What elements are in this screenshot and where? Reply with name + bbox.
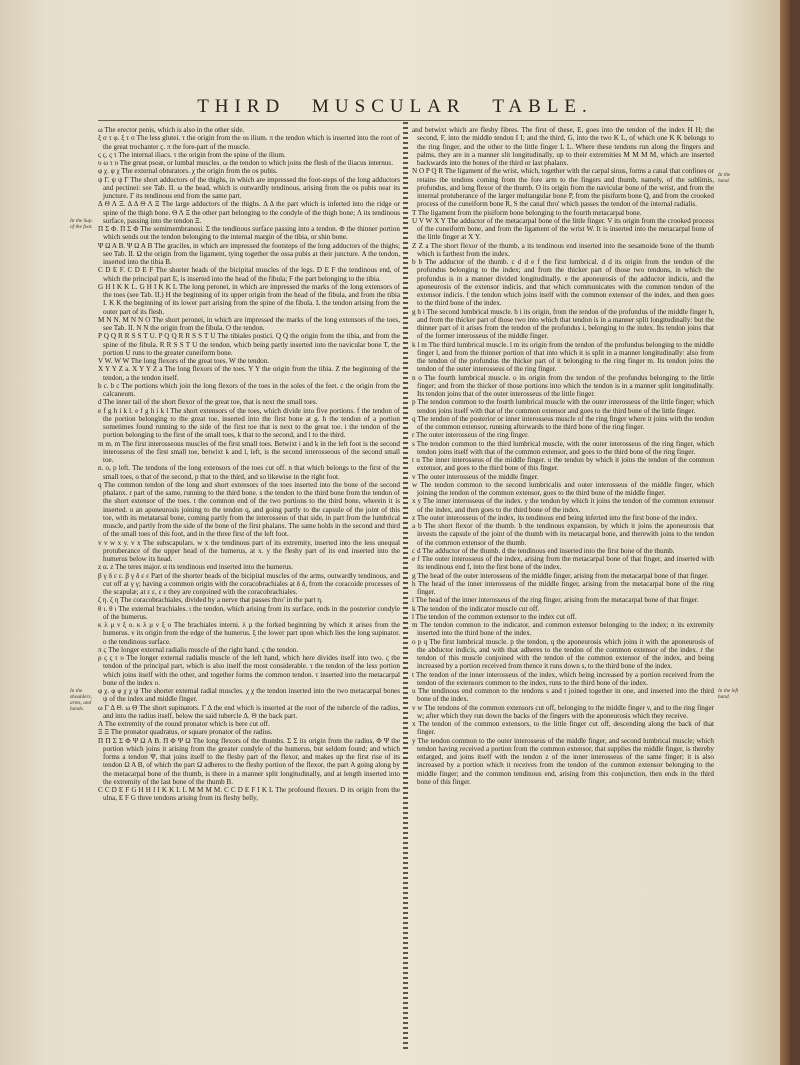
column-divider	[403, 122, 408, 1052]
legend-entry: ξ σ τ φ. ξ τ σ The less glutei. τ the origin from the os ilium. π the tendon which is inserted into the root of the great trochanter ç. π the fore-part of the muscle.	[98, 134, 400, 151]
legend-entry: P Q Q R R S S T U. P Q Q R R S S T U The tibiales postici. Q Q the origin from the tibia, and from the spine of the fibula. R R S S T U the tendon, which being partly inserted into the navicular bone T, the portion U runs to the greater cuneiform bone.	[98, 332, 400, 357]
legend-entry: and betwixt which are fleshy fibres. The first of these, E, goes into the tendon of the index H H; the second, F, into the middle tendon I I; and the third, G, into the two K L, of which one K K belongs to the ring finger, and the other to the little finger L L. Where these tendons run along the fingers and palms, they are in a manner slit longitudinally, up to their extremities M M M M, which are inserted backwards into the bones of the third or last phalanx.	[412, 126, 714, 167]
legend-entry: e f The outer interosseus of the index, arising from the metacarpal bone of that finger, and inserted with its tendinous end f, into the first bone of the index.	[412, 555, 714, 572]
legend-entry: a b The short flexor of the thumb. b the tendinous expansion, by which it joins the aponeurosis that invests the capsule of the joint of the thumb with its metacarpal bone, and therewith joins to the tendon of the common extensor of the thumb.	[412, 522, 714, 547]
legend-entry: U V W X Y The adductor of the metacarpal bone of the little finger. V its origin from the crooked process of the cuneiform bone, and from the ligament of the wrist W. It is inserted into the metacarpal bone of the little finger at X Y.	[412, 216, 714, 242]
legend-entry: z α. z The teres major. α its tendinous end inserted into the humerus.	[98, 563, 293, 572]
header-word-3: TABLE.	[492, 96, 593, 117]
legend-entry: ω The erector penis, which is also in the other side.	[98, 126, 245, 134]
legend-entry: π ϛ The longer external radialis muscle of the right hand. ϛ the tendon.	[98, 645, 299, 654]
margin-note: In the Sup. of the foot.	[70, 218, 93, 230]
left-column	[98, 126, 400, 803]
margin-note: In the hand.	[718, 172, 731, 184]
legend-entry: e f g h i k l. e f g h i k l The short extensors of the toes, which divide into five portions. f the tendon of the portion belonging to the great toe, inserted into the first bone at g. h the tendon of a portion sometimes found running to the side of the first toe that is next to the great toe. i the tendon of the portion belonging to the first of the small toes, k that to the second, and l to the third.	[98, 406, 400, 440]
legend-entry: T The ligament from the pisiform bone belonging to the fourth metacarpal bone.	[412, 208, 642, 217]
legend-entry: i The head of the inner interosseus of the ring finger, arising from the metacarpal bone of that finger.	[412, 596, 699, 605]
legend-entry: C D E F. C D E F The shorter heads of the bicipital muscles of the legs. D E F the tendinous end, of which the principal part E, is inserted into the head of the fibula; F the part belonging to the tibia.	[98, 266, 400, 283]
legend-entry: Π Π Σ Σ Φ Ψ Ω Α Β. Π Φ Ψ Ω The long flexors of the thumbs. Σ Σ its origin from the radius, Φ Ψ the portion which joins it arising from the greater condyle of the humerus, but seldom found; and which forms a tendon Ψ, that joins itself to the fleshy part of the flexor, and makes up the first rise of its tendon Ω Α Β, of which the part Ω adheres to the fleshy portion of the flexor, the part Α going along by the metacarpal bone of the thumb, is there in a manner split longitudinally, and at length inserted into the extremity of the last bone of the thumb B.	[98, 736, 400, 786]
margin-note: In the left hand.	[718, 688, 739, 700]
legend-entry: N O P Q R The ligament of the wrist, which, together with the carpal sinus, forms a canal that confines or retains the tendons coming from the fore arm to the fingers and thumb, namely, of the sublimis, profundus, and long flexor of the thumb. O its origin from the navicular bone of the wrist, and from the internal protuberance of the larger multangular bone P, from the pisiform bone Q, and from the crooked process of the cuneiform bone R, S the canal thro' which passes the tendon of the internal radialis.	[412, 167, 714, 209]
legend-entry: u The tendinous end common to the tendons s and t joined together in one, and inserted into the third bone of the index.	[412, 687, 714, 704]
legend-entry: v The outer interosseus of the middle finger.	[412, 472, 539, 481]
legend-entry: v w The tendons of the common extensors cut off, belonging to the middle finger v, and to the ring finger w; after which they run down the backs of the fingers with the aponeurosis which they receive.	[412, 703, 714, 720]
legend-entry: d The inner tail of the short flexor of the great toe, that is next the small toes.	[98, 398, 318, 407]
legend-entry: q The common tendon of the long and short extensors of the toes inserted into the bone of the second phalanx. r part of the same, running to the third bone. s the tendon to the third bone from the tendon of the short extensor of the toes. t the common end of the two portions to the third bone, wherein it is inserted. u an aponeurosis joining to the tendon q, and going partly to the capsule of the joint of this toe, with its metatarsal bone, coming partly from the interosseus of that side, in part from the lumbrical muscle, and partly from the side of the bone of the first phalanx. The same holds in the second and third of the small toes of this foot, and in the three first of the left foot.	[98, 480, 400, 539]
legend-entry: β γ δ ε ε. β γ δ ε ε Part of the shorter heads of the bicipital muscles of the arms, outwardly tendinous, and cut off at γ γ; having a common origin with the coracobrachiales at δ δ, from the coracoide processes of the scapulæ; at ε ε, ε ε they are conjoined with the coracobrachiales.	[98, 571, 400, 596]
legend-entry: m m. m The first interosseous muscles of the first small toes. Betwixt i and k in the left foot is the second interosseus of the first small toe, betwixt k and l, left, is the second interosseous of the second small toe.	[98, 439, 400, 464]
header-word-1: THIRD	[197, 96, 286, 117]
legend-entry: ρ ς ς τ υ The longer external radialis muscle of the left hand, which here divides itself into two. ς the tendon of the principal part, which is also itself the most considerable. τ the tendon of the less portion which joins itself with the other, and together forms the common tendon. τ inserted into the metacarpal bone of the index υ.	[98, 654, 400, 687]
legend-entry: t u The inner interosseus of the middle finger. u the tendon by which it joins the tendon of the common extensor, and goes to the third bone of this finger.	[412, 456, 714, 473]
book-edge	[780, 0, 790, 1065]
legend-entry: n o The fourth lumbrical muscle. o its origin from the tendon of the profundus belonging to the little finger; and from the thicker of those portions into which the tendon is in a manner split longitudinally. Its tendon joins that of the outer interosseus of the little finger.	[412, 373, 714, 398]
header-rule	[98, 120, 694, 121]
legend-entry: h The head of the inner interosseus of the middle finger, arising from the metacarpal bone of the ring finger.	[412, 579, 714, 596]
legend-entry: ω Γ Δ Θ. ω Θ The short supinators. Γ Δ the end which is inserted at the root of the tubercle of the radius, and into the radius itself, below the said tubercle Δ. Θ the back part.	[98, 703, 400, 720]
legend-entry: κ λ μ ν ξ ο. κ λ μ ν ξ ο The brachiales interni. λ μ the forked beginning by which it arises from the humerus. ν its origin from the edge of the humerus. ξ the lower part upon which lies the long supinator. ο the tendinous surface.	[98, 621, 400, 646]
legend-entry: X Y Y Z a. X Y Y Z a The long flexors of the toes. Y Y the origin from the tibia. Z the beginning of the tendon, a the tendon itself.	[98, 365, 400, 382]
legend-entry: υ ω τ υ The great psoæ, or lumbal muscles. ω the tendon to which joins the flesh of the iliacus internus.	[98, 159, 393, 167]
legend-entry: φ χ. φ χ The external obturators. χ the origin from the os pubis.	[98, 167, 278, 176]
legend-entry: k The tendon of the indicator muscle cut off.	[412, 604, 540, 613]
legend-entry: M N N. M N N O The short peronei, in which are impressed the marks of the long extensors of the toes, see Tab. II. N N the origin from the fibula. O the tendon.	[98, 315, 400, 332]
legend-entry: r The outer interosseus of the ring finger.	[412, 431, 529, 440]
legend-entry: C C D E F G H H I I K K L L M M M M. C C D E F I K L The profound flexors. D its origin from the ulna, E F G three tendons arising from its fleshy belly,	[98, 786, 400, 803]
legend-entry: m The tendon common to the indicator, and common extensor belonging to the index; n its extremity inserted into the third bone of the index.	[412, 621, 714, 638]
legend-entry: V W. W W The long flexors of the great toes. W the tendon.	[98, 357, 270, 365]
legend-entry: b c. b c The portions which join the long flexors of the toes in the soles of the feet. c the origin from the calcaneum.	[98, 381, 400, 398]
legend-entry: G H I K K L. G H I K K L The long peronei, in which are impressed the marks of the long extensors of the toes (see Tab. II.) H the beginning of its upper origin from the head of the fibula, and from the tibia I. K K the beginning of its lower part arising from the spine of the fibula. L the tendon arising from the outer part of its flesh.	[98, 282, 400, 316]
page-header	[0, 96, 790, 118]
legend-entry: g The head of the outer interosseus of the middle finger, arising from the metacarpal bone of that finger.	[412, 571, 709, 580]
margin-note: In the shoulders, arms, and hands.	[70, 688, 92, 712]
legend-entry: ζ η. ζ η The coracobrachiales, divided by a nerve that passes thro' in the part η.	[98, 596, 323, 605]
legend-entry: Ψ Ω Α Β. Ψ Ω Α Β The graciles, in which are impressed the footsteps of the long adductors of the thighs; see Tab. II. Ω the origin from the ligament, tying together the ossa pubis at their juncture. Α the tendon, inserted into the tibia B.	[98, 241, 400, 266]
legend-entry: Δ Θ Λ Ξ. Δ Δ Θ Λ Ξ The large adductors of the thighs. Δ Δ the part which is inferted into the ridge or spine of the thigh bone. Θ Λ Ξ the other part belonging to the condyle of the thigh bone; Λ its tendinous surface, passing into the tendon Ξ.	[98, 200, 400, 225]
legend-entry: x The tendon of the common extensors, to the little finger cut off, descending along the back of that finger.	[412, 720, 714, 737]
legend-entry: c d The adductor of the thumb. d the tendinous end inserted into the first bone of the thumb.	[412, 546, 675, 555]
legend-entry: q The tendon of the posterior or inner interosseus muscle of the ring finger where it joins with the tendon of the common extensor, running afterwards to the third bone of the ring finger.	[412, 414, 714, 431]
legend-entry: θ ι. θ ι The external brachiales. ι the tendon, which arising from its surface, ends in the posterior condyle of the humerus.	[98, 604, 400, 621]
legend-entry: z The outer interosseus of the index, its tendinous end being inferted into the first bone of the index.	[412, 513, 698, 522]
legend-entry: Ξ Ξ The pronator quadratus, or square pronator of the radius.	[98, 728, 273, 737]
legend-entry: ψ Γ. ψ ψ Γ The short adductors of the thighs, in which are impressed the foot-steps of the long adductors and pectinei: see Tab. II. ω the head, which is outwardly tendinous, arising from the os pubis near its juncture. Γ its tendinous end from the same part.	[98, 175, 400, 200]
legend-entry: l The tendon of the common extensor to the index cut off.	[412, 612, 577, 621]
legend-entry: s The tendon common to the third lumbrical muscle, with the outer interosseus of the ring finger, which tendon joins itself with that of the common extensor, and goes to the third bone of the ring finger.	[412, 439, 714, 456]
legend-entry: ϛ ς. ς τ The internal iliacs. τ the origin from the spine of the ilium.	[98, 150, 286, 159]
legend-entry: g h i The second lumbrical muscle. h i its origin, from the tendon of the profundus of the middle finger h, and from the thicker part of those two into which that tendon is in a manner split longitudinally: but the thinner part of it arises from the tendon of the profundus i, belonging to the index. Its tendon joins that of the former interosseus of the middle finger.	[412, 307, 714, 341]
legend-entry: Z Z a The short flexor of the thumb, a its tendinous end inserted into the sesamoide bone of the thumb which is farthest from the index.	[412, 241, 714, 258]
legend-entry: φ χ. φ φ χ χ ψ The shorter external radial muscles. χ χ the tendon inserted into the two metacarpal bones ψ of the index and middle finger.	[98, 687, 400, 704]
legend-entry: o p q The first lumbrical muscle. p the tendon, q the aponeurosis which joins it with the aponeurosis of the abductor indicis, and with that adheres to the tendon of the common extensor of the index. r the tendon of this muscle conjoined with the tendon of the common extensor of the index, and being increased by a portion received from thence it runs down s, to the third bone of the index.	[412, 637, 714, 671]
header-word-2: MUSCULAR	[312, 96, 466, 117]
legend-entry: k l m The third lumbrical muscle. l m its origin from the tendon of the profundus belonging to the middle finger l, and from the thinner portion of that into which it is split in a manner longitudinally: also from the tendon of the profundus the thicker part of it belonging to the ring finger m. Its tendon joins the tendon of the outer interosseus of the ring finger.	[412, 340, 714, 374]
legend-entry: p The tendon common to the fourth lumbrical muscle with the outer interosseus of the little finger; which tendon joins itself with that of the common extensor and goes to the third bone of the little finger.	[412, 398, 714, 415]
legend-entry: n. o, p left. The tendons of the long extensors of the toes cut off. n that which belongs to the first of the small toes, o that of the second, p that to the third, and so likewise in the right foot.	[98, 464, 400, 481]
legend-entry: v v w x y. v x The subscapulars. w x the tendinous part of its extremity, inserted into the less unequal protuberance of the upper head of the humerus, at x. y the fleshy part of its end inserted into the humerus below its head.	[98, 538, 400, 563]
legend-entry: y The tendon common to the outer interosseus of the middle finger, and second lumbrical muscle; which tendon having received a portion from the common extensor, that supplies the middle finger, is thereby enlarged, and joins itself with the tendon z of the inner interosseus of the same finger; it is also increased by a portion which it receives from the tendon of the common extensor belonging to the middle finger; and the common tendinous end, arising from this conjunction, then ends in the third bone of this finger.	[412, 736, 714, 786]
right-column	[412, 126, 714, 786]
legend-entry: w The tendon common to the second lumbricalis and outer interosseus of the middle finger, which joining the tendon of the common extensor, goes to the third bone of the middle finger.	[412, 480, 714, 497]
legend-entry: b b The adductor of the thumb. c d d e f the first lumbrical. d d its origin from the tendon of the profundus belonging to the index; and from the thicker part of those two tendons, in which the profundus is in a manner divided longitudinally. e the aponeurosis of the adductor indicis, and the aponeurosis of the extensor indicis, and that which communicates with the common tendon of the extensor indicis. f the tendon which joins itself with the common extensor of the index, and then goes to the third bone of the index.	[412, 258, 714, 308]
legend-entry: Π Σ Φ. Π Σ Φ The semimembranosi. Σ the tendinous surface passing into a tendon. Φ the thinner portion which sends out the tendon belonging to the internal margin of the tibia, or shin bone.	[98, 225, 400, 242]
legend-entry: Λ The extremity of the round pronator which is here cut off.	[98, 720, 270, 728]
legend-entry: t The tendon of the inner interosseus of the index, which being increased by a portion received from the tendon of the extensors common to the index, runs to the third bone of the index.	[412, 670, 714, 687]
legend-entry: x y The inner interosseus of the index. y the tendon by which it joins the tendon of the common extensor of the index, and then goes to the third bone of the index.	[412, 497, 714, 514]
